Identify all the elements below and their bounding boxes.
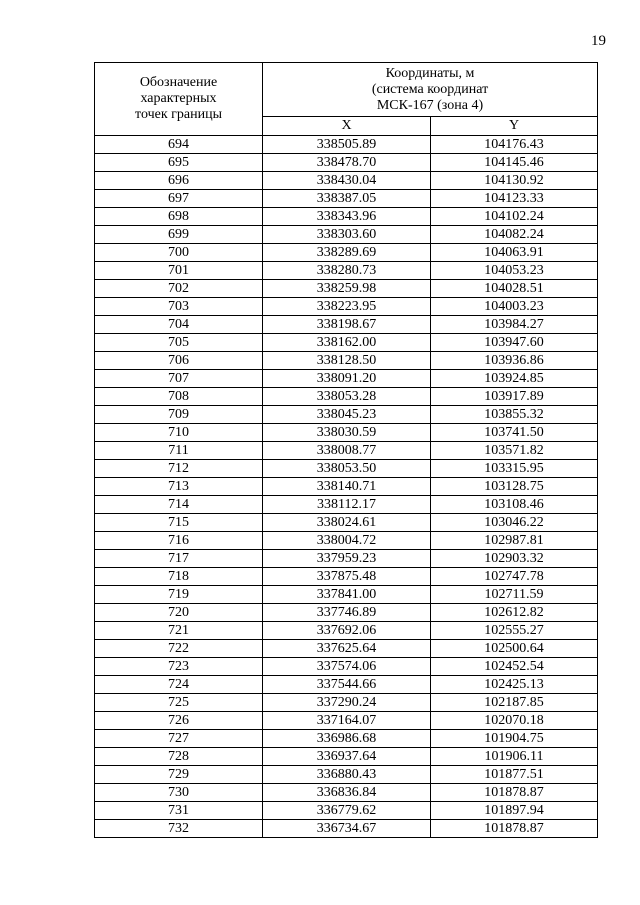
point-id-cell: 694 <box>95 136 263 154</box>
point-label-line: Обозначение <box>139 75 218 90</box>
table-row <box>95 550 598 568</box>
point-id-cell: 711 <box>95 442 263 460</box>
x-coordinate-cell: 337574.06 <box>263 658 431 676</box>
y-coordinate-cell: 101906.11 <box>431 748 598 766</box>
x-coordinate-cell: 338024.61 <box>263 514 431 532</box>
point-id-cell: 717 <box>95 550 263 568</box>
table-row <box>95 370 598 388</box>
x-coordinate-cell: 336937.64 <box>263 748 431 766</box>
coordinates-header <box>263 63 598 117</box>
point-id-cell: 732 <box>95 820 263 838</box>
table-row <box>95 640 598 658</box>
point-id-cell: 718 <box>95 568 263 586</box>
point-id-cell: 722 <box>95 640 263 658</box>
point-id-cell: 728 <box>95 748 263 766</box>
y-coordinate-cell: 102987.81 <box>431 532 598 550</box>
x-coordinate-cell: 336779.62 <box>263 802 431 820</box>
x-coordinate-cell: 337544.66 <box>263 676 431 694</box>
point-id-cell: 721 <box>95 622 263 640</box>
table-row <box>95 334 598 352</box>
table-row <box>95 496 598 514</box>
point-id-cell: 702 <box>95 280 263 298</box>
table-row <box>95 280 598 298</box>
table-row <box>95 154 598 172</box>
table-row <box>95 388 598 406</box>
point-id-cell: 708 <box>95 388 263 406</box>
table-row <box>95 586 598 604</box>
table-row <box>95 622 598 640</box>
y-coordinate-cell: 102425.13 <box>431 676 598 694</box>
point-id-cell: 697 <box>95 190 263 208</box>
point-id-cell: 699 <box>95 226 263 244</box>
x-coordinate-cell: 338280.73 <box>263 262 431 280</box>
x-coordinate-cell: 337164.07 <box>263 712 431 730</box>
y-coordinate-cell: 101878.87 <box>431 820 598 838</box>
y-coordinate-cell: 102452.54 <box>431 658 598 676</box>
x-coordinate-cell: 336986.68 <box>263 730 431 748</box>
table-row <box>95 190 598 208</box>
table-header <box>95 63 598 136</box>
y-coordinate-cell: 101904.75 <box>431 730 598 748</box>
table-row <box>95 820 598 838</box>
y-coordinate-cell: 104130.92 <box>431 172 598 190</box>
table-row <box>95 766 598 784</box>
point-id-cell: 698 <box>95 208 263 226</box>
x-coordinate-cell: 338053.50 <box>263 460 431 478</box>
x-coordinate-cell: 338343.96 <box>263 208 431 226</box>
point-id-cell: 725 <box>95 694 263 712</box>
y-coordinate-cell: 102903.32 <box>431 550 598 568</box>
x-coordinate-cell: 338387.05 <box>263 190 431 208</box>
point-id-cell: 710 <box>95 424 263 442</box>
x-coordinate-cell: 338162.00 <box>263 334 431 352</box>
table-row <box>95 172 598 190</box>
x-coordinate-cell: 336836.84 <box>263 784 431 802</box>
x-coordinate-cell: 337959.23 <box>263 550 431 568</box>
table-row <box>95 442 598 460</box>
table-row <box>95 406 598 424</box>
point-id-cell: 704 <box>95 316 263 334</box>
coordinates-title-line: Координаты, м <box>385 65 475 81</box>
y-coordinate-cell: 102187.85 <box>431 694 598 712</box>
x-coordinate-cell: 338128.50 <box>263 352 431 370</box>
point-id-cell: 724 <box>95 676 263 694</box>
table-row <box>95 316 598 334</box>
point-id-cell: 700 <box>95 244 263 262</box>
point-id-cell: 709 <box>95 406 263 424</box>
x-coordinate-cell: 337692.06 <box>263 622 431 640</box>
point-id-cell: 705 <box>95 334 263 352</box>
table-row <box>95 604 598 622</box>
table-row <box>95 658 598 676</box>
coordinates-title-line: МСК-167 (зона 4) <box>376 97 484 113</box>
point-label-header <box>95 63 263 136</box>
table-row <box>95 694 598 712</box>
x-coordinate-cell: 338478.70 <box>263 154 431 172</box>
x-coordinate-cell: 338030.59 <box>263 424 431 442</box>
page-number: 19 <box>591 33 606 49</box>
y-coordinate-cell: 104145.46 <box>431 154 598 172</box>
y-coordinate-cell: 101877.51 <box>431 766 598 784</box>
x-coordinate-cell: 338505.89 <box>263 136 431 154</box>
point-id-cell: 703 <box>95 298 263 316</box>
x-coordinate-cell: 338223.95 <box>263 298 431 316</box>
table-row <box>95 460 598 478</box>
y-coordinate-cell: 103571.82 <box>431 442 598 460</box>
point-id-cell: 706 <box>95 352 263 370</box>
table-row <box>95 568 598 586</box>
point-id-cell: 695 <box>95 154 263 172</box>
x-coordinate-cell: 338303.60 <box>263 226 431 244</box>
table-row <box>95 226 598 244</box>
point-id-cell: 720 <box>95 604 263 622</box>
y-coordinate-cell: 103855.32 <box>431 406 598 424</box>
x-coordinate-cell: 337290.24 <box>263 694 431 712</box>
y-coordinate-cell: 103984.27 <box>431 316 598 334</box>
y-coordinate-cell: 104123.33 <box>431 190 598 208</box>
x-coordinate-cell: 336880.43 <box>263 766 431 784</box>
point-id-cell: 714 <box>95 496 263 514</box>
point-id-cell: 715 <box>95 514 263 532</box>
x-coordinate-cell: 337875.48 <box>263 568 431 586</box>
point-id-cell: 696 <box>95 172 263 190</box>
y-coordinate-cell: 101897.94 <box>431 802 598 820</box>
point-label-line: точек границы <box>135 107 222 122</box>
y-coordinate-cell: 103936.86 <box>431 352 598 370</box>
y-coordinate-cell: 103046.22 <box>431 514 598 532</box>
y-coordinate-cell: 104053.23 <box>431 262 598 280</box>
x-coordinate-cell: 338112.17 <box>263 496 431 514</box>
x-column-header: X <box>263 117 431 136</box>
x-coordinate-cell: 337841.00 <box>263 586 431 604</box>
y-coordinate-cell: 103924.85 <box>431 370 598 388</box>
point-id-cell: 719 <box>95 586 263 604</box>
x-coordinate-cell: 338091.20 <box>263 370 431 388</box>
y-coordinate-cell: 102747.78 <box>431 568 598 586</box>
y-coordinate-cell: 102612.82 <box>431 604 598 622</box>
point-id-cell: 701 <box>95 262 263 280</box>
table-row <box>95 298 598 316</box>
y-coordinate-cell: 103917.89 <box>431 388 598 406</box>
table-row <box>95 730 598 748</box>
table-row <box>95 244 598 262</box>
x-coordinate-cell: 338140.71 <box>263 478 431 496</box>
point-id-cell: 723 <box>95 658 263 676</box>
point-id-cell: 729 <box>95 766 263 784</box>
y-coordinate-cell: 104003.23 <box>431 298 598 316</box>
x-coordinate-cell: 338430.04 <box>263 172 431 190</box>
x-coordinate-cell: 338259.98 <box>263 280 431 298</box>
point-id-cell: 731 <box>95 802 263 820</box>
table-row <box>95 208 598 226</box>
y-coordinate-cell: 103315.95 <box>431 460 598 478</box>
point-id-cell: 730 <box>95 784 263 802</box>
x-coordinate-cell: 336734.67 <box>263 820 431 838</box>
table-row <box>95 712 598 730</box>
y-coordinate-cell: 104063.91 <box>431 244 598 262</box>
x-coordinate-cell: 337625.64 <box>263 640 431 658</box>
y-coordinate-cell: 101878.87 <box>431 784 598 802</box>
y-coordinate-cell: 103128.75 <box>431 478 598 496</box>
y-coordinate-cell: 104028.51 <box>431 280 598 298</box>
y-column-header: Y <box>431 117 598 136</box>
table-row <box>95 784 598 802</box>
point-label-line: характерных <box>140 91 217 106</box>
point-id-cell: 713 <box>95 478 263 496</box>
table-row <box>95 352 598 370</box>
point-id-cell: 712 <box>95 460 263 478</box>
point-id-cell: 716 <box>95 532 263 550</box>
table-row <box>95 136 598 154</box>
table-row <box>95 514 598 532</box>
x-coordinate-cell: 338289.69 <box>263 244 431 262</box>
y-coordinate-cell: 104082.24 <box>431 226 598 244</box>
coordinates-table <box>94 62 598 838</box>
point-id-cell: 726 <box>95 712 263 730</box>
table-row <box>95 262 598 280</box>
y-coordinate-cell: 102500.64 <box>431 640 598 658</box>
coordinates-title-line: (система координат <box>371 81 489 97</box>
y-coordinate-cell: 104176.43 <box>431 136 598 154</box>
table-row <box>95 424 598 442</box>
point-id-cell: 707 <box>95 370 263 388</box>
x-coordinate-cell: 337746.89 <box>263 604 431 622</box>
table-row <box>95 532 598 550</box>
x-coordinate-cell: 338198.67 <box>263 316 431 334</box>
table-row <box>95 748 598 766</box>
x-coordinate-cell: 338008.77 <box>263 442 431 460</box>
y-coordinate-cell: 104102.24 <box>431 208 598 226</box>
y-coordinate-cell: 103947.60 <box>431 334 598 352</box>
point-id-cell: 727 <box>95 730 263 748</box>
x-coordinate-cell: 338045.23 <box>263 406 431 424</box>
table-body <box>95 136 598 838</box>
y-coordinate-cell: 103741.50 <box>431 424 598 442</box>
y-coordinate-cell: 102711.59 <box>431 586 598 604</box>
table-row <box>95 676 598 694</box>
y-coordinate-cell: 102555.27 <box>431 622 598 640</box>
table-row <box>95 478 598 496</box>
y-coordinate-cell: 102070.18 <box>431 712 598 730</box>
x-coordinate-cell: 338004.72 <box>263 532 431 550</box>
table-row <box>95 802 598 820</box>
x-coordinate-cell: 338053.28 <box>263 388 431 406</box>
y-coordinate-cell: 103108.46 <box>431 496 598 514</box>
